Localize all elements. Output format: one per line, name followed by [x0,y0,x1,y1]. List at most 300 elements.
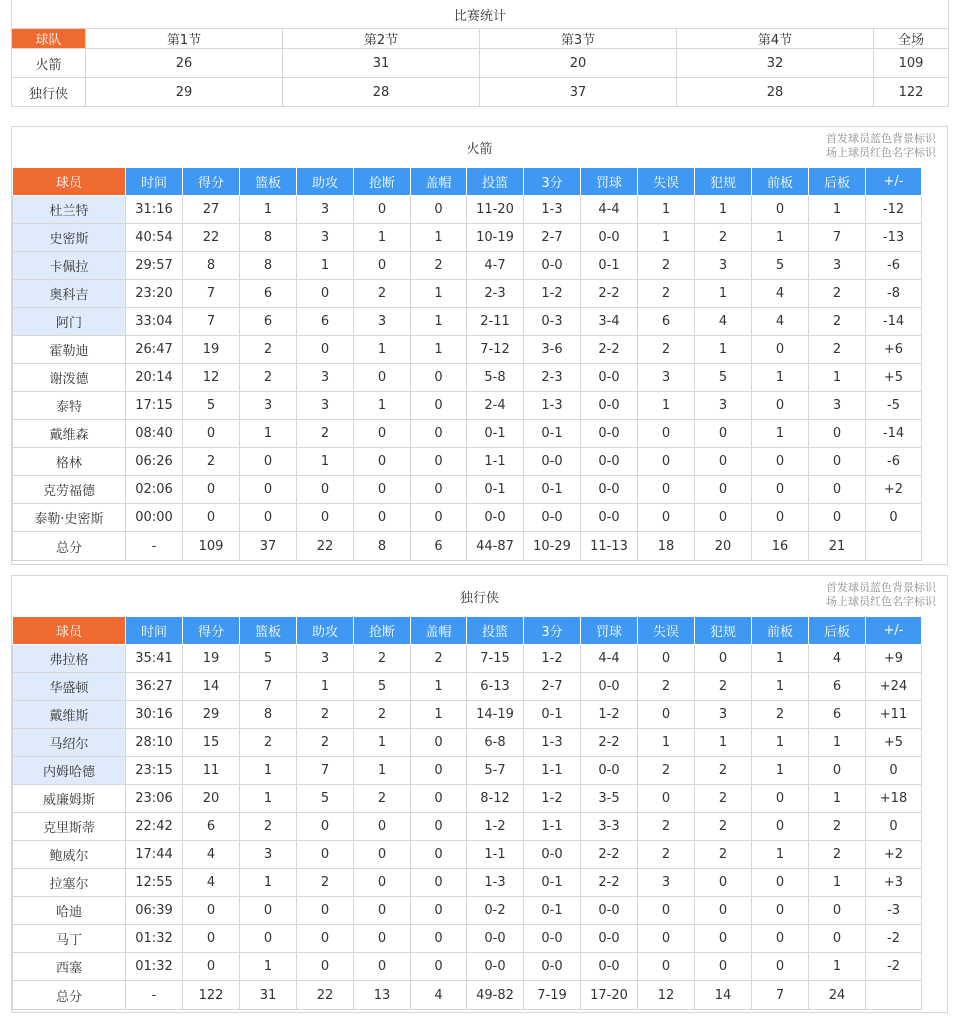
stat-fouls: 1 [695,729,752,757]
stat-points: 14 [183,673,240,701]
stat-ft: 0-0 [581,757,638,785]
stat-three: 2-3 [524,364,581,392]
stat-three: 0-1 [524,420,581,448]
stat-ft: 0-0 [581,504,638,532]
stat-rebounds: 8 [240,224,297,252]
stat-dreb: 2 [809,813,866,841]
stat-fouls: 3 [695,252,752,280]
stat-blocks: 2 [411,645,467,673]
stat-three: 1-3 [524,729,581,757]
stat-steals: 2 [354,785,411,813]
header-fg: 投篮 [467,168,524,196]
stat-oreb: 4 [752,280,809,308]
stat-blocks: 1 [411,336,467,364]
stat-blocks: 0 [411,196,467,224]
stat-plus-minus: -2 [866,925,922,953]
stat-steals: 1 [354,336,411,364]
stat-dreb: 1 [809,196,866,224]
stat-dreb: 4 [809,645,866,673]
stat-blocks: 0 [411,925,467,953]
stat-turnovers: 1 [638,224,695,252]
stat-turnovers: 0 [638,476,695,504]
summary-header-q4: 第4节 [677,29,874,49]
stat-assists: 1 [297,448,354,476]
stat-blocks: 1 [411,308,467,336]
stat-blocks: 0 [411,729,467,757]
stat-rebounds: 7 [240,673,297,701]
header-rebounds: 篮板 [240,168,297,196]
stat-blocks: 2 [411,252,467,280]
stat-plus-minus: -3 [866,897,922,925]
header-assists: 助攻 [297,617,354,645]
stat-fg: 2-3 [467,280,524,308]
total-fouls: 20 [695,532,752,561]
stat-ft: 1-2 [581,701,638,729]
player-name: 马丁 [13,925,126,953]
summary-q4-score: 32 [677,49,874,78]
stat-three: 1-1 [524,813,581,841]
stat-rebounds: 2 [240,813,297,841]
stat-steals: 0 [354,897,411,925]
total-steals: 8 [354,532,411,561]
summary-row-rockets [12,49,949,78]
stat-oreb: 1 [752,673,809,701]
stat-time: 26:47 [126,336,183,364]
stat-ft: 2-2 [581,336,638,364]
stat-dreb: 1 [809,364,866,392]
stat-dreb: 2 [809,336,866,364]
header-turnovers: 失误 [638,617,695,645]
stat-fg: 11-20 [467,196,524,224]
stat-plus-minus: +6 [866,336,922,364]
player-name: 拉塞尔 [13,869,126,897]
team-box-rockets [11,126,948,565]
player-row [13,448,922,476]
stat-oreb: 2 [752,701,809,729]
stat-assists: 0 [297,925,354,953]
total-points: 122 [183,981,240,1010]
stat-oreb: 0 [752,336,809,364]
stat-oreb: 0 [752,925,809,953]
stat-oreb: 1 [752,420,809,448]
stat-assists: 0 [297,336,354,364]
total-three: 7-19 [524,981,581,1010]
stat-plus-minus: +3 [866,869,922,897]
stat-points: 0 [183,504,240,532]
total-ft: 11-13 [581,532,638,561]
stat-turnovers: 2 [638,280,695,308]
stat-rebounds: 3 [240,841,297,869]
stat-ft: 3-4 [581,308,638,336]
stat-fouls: 0 [695,420,752,448]
header-ft: 罚球 [581,617,638,645]
stat-rebounds: 8 [240,701,297,729]
team-box-mavericks [11,575,948,1013]
stat-ft: 0-0 [581,420,638,448]
stat-assists: 0 [297,841,354,869]
stat-time: 02:06 [126,476,183,504]
stat-steals: 1 [354,224,411,252]
summary-total-score: 109 [874,49,949,78]
stat-turnovers: 0 [638,785,695,813]
stat-assists: 5 [297,785,354,813]
stat-three: 1-3 [524,392,581,420]
stat-time: 00:00 [126,504,183,532]
stat-fouls: 0 [695,925,752,953]
header-player: 球员 [13,617,126,645]
stat-fg: 4-7 [467,252,524,280]
stat-fouls: 3 [695,392,752,420]
stats-header-row [13,168,922,196]
box-header [12,576,947,616]
stat-fouls: 0 [695,869,752,897]
summary-team-name: 火箭 [12,49,86,78]
player-row [13,308,922,336]
header-fouls: 犯规 [695,617,752,645]
stat-oreb: 0 [752,392,809,420]
stat-blocks: 1 [411,280,467,308]
stat-assists: 3 [297,196,354,224]
summary-q3-score: 37 [480,78,677,107]
header-fg: 投篮 [467,617,524,645]
header-points: 得分 [183,617,240,645]
stat-three: 0-1 [524,701,581,729]
stat-time: 08:40 [126,420,183,448]
total-time: - [126,981,183,1010]
stat-assists: 3 [297,645,354,673]
player-name: 戴维斯 [13,701,126,729]
stat-three: 3-6 [524,336,581,364]
stat-steals: 1 [354,392,411,420]
player-row [13,224,922,252]
stat-steals: 2 [354,280,411,308]
stat-blocks: 0 [411,504,467,532]
stat-turnovers: 2 [638,813,695,841]
total-fg: 44-87 [467,532,524,561]
stat-ft: 0-0 [581,364,638,392]
stat-turnovers: 2 [638,841,695,869]
player-name: 格林 [13,448,126,476]
summary-total-score: 122 [874,78,949,107]
stat-blocks: 0 [411,841,467,869]
header-fouls: 犯规 [695,168,752,196]
stat-assists: 0 [297,897,354,925]
player-name: 泰特 [13,392,126,420]
total-oreb: 7 [752,981,809,1010]
stat-dreb: 0 [809,504,866,532]
stat-fouls: 1 [695,336,752,364]
stat-plus-minus: +5 [866,729,922,757]
stat-time: 23:20 [126,280,183,308]
header-plus-minus: +/- [866,617,922,645]
stat-rebounds: 0 [240,448,297,476]
stat-time: 35:41 [126,645,183,673]
stat-time: 33:04 [126,308,183,336]
player-name: 威廉姆斯 [13,785,126,813]
player-row [13,953,922,981]
stat-assists: 3 [297,224,354,252]
header-time: 时间 [126,168,183,196]
header-steals: 抢断 [354,617,411,645]
player-name: 哈迪 [13,897,126,925]
player-row [13,925,922,953]
stat-blocks: 0 [411,476,467,504]
stat-fg: 0-0 [467,925,524,953]
stat-rebounds: 6 [240,280,297,308]
stat-fouls: 0 [695,953,752,981]
player-row [13,476,922,504]
stat-time: 40:54 [126,224,183,252]
stat-ft: 0-0 [581,392,638,420]
stat-blocks: 0 [411,869,467,897]
stat-dreb: 0 [809,757,866,785]
stat-oreb: 0 [752,448,809,476]
stat-blocks: 0 [411,757,467,785]
stat-fg: 7-12 [467,336,524,364]
stat-rebounds: 6 [240,308,297,336]
player-name: 华盛顿 [13,673,126,701]
header-oreb: 前板 [752,168,809,196]
stat-fouls: 0 [695,448,752,476]
stat-plus-minus: -2 [866,953,922,981]
stat-plus-minus: -6 [866,252,922,280]
header-plus-minus: +/- [866,168,922,196]
stat-fouls: 1 [695,280,752,308]
stat-fg: 1-1 [467,841,524,869]
header-steals: 抢断 [354,168,411,196]
player-row [13,420,922,448]
player-name: 奥科吉 [13,280,126,308]
stat-time: 36:27 [126,673,183,701]
player-name: 克劳福德 [13,476,126,504]
summary-header-row [12,29,949,49]
total-rebounds: 37 [240,532,297,561]
stat-oreb: 0 [752,869,809,897]
stat-ft: 0-1 [581,252,638,280]
summary-row-mavericks [12,78,949,107]
stat-fouls: 5 [695,364,752,392]
team-title: 火箭 [466,142,493,157]
player-row [13,841,922,869]
legend-note [826,132,936,160]
legend-note [826,581,936,609]
stat-blocks: 0 [411,813,467,841]
summary-header-q2: 第2节 [283,29,480,49]
game-summary-table [11,0,949,107]
stat-time: 01:32 [126,953,183,981]
stat-plus-minus: +2 [866,841,922,869]
stat-steals: 2 [354,645,411,673]
stat-ft: 0-0 [581,953,638,981]
header-assists: 助攻 [297,168,354,196]
stat-points: 12 [183,364,240,392]
stat-blocks: 0 [411,364,467,392]
stat-turnovers: 1 [638,196,695,224]
stat-dreb: 6 [809,673,866,701]
stat-blocks: 1 [411,224,467,252]
stat-three: 2-7 [524,224,581,252]
stat-oreb: 4 [752,308,809,336]
stat-turnovers: 2 [638,673,695,701]
stat-turnovers: 0 [638,448,695,476]
stat-dreb: 3 [809,252,866,280]
total-blocks: 6 [411,532,467,561]
stat-fg: 1-2 [467,813,524,841]
stat-ft: 2-2 [581,280,638,308]
player-name: 弗拉格 [13,645,126,673]
summary-q1-score: 26 [86,49,283,78]
stat-three: 0-0 [524,925,581,953]
stat-points: 27 [183,196,240,224]
stat-steals: 0 [354,504,411,532]
total-label: 总分 [13,981,126,1010]
total-dreb: 24 [809,981,866,1010]
summary-header-q1: 第1节 [86,29,283,49]
stat-three: 0-1 [524,869,581,897]
stat-blocks: 0 [411,785,467,813]
stat-oreb: 5 [752,252,809,280]
stat-fouls: 2 [695,813,752,841]
stat-ft: 0-0 [581,476,638,504]
stat-dreb: 0 [809,476,866,504]
stat-plus-minus: 0 [866,813,922,841]
summary-q3-score: 20 [480,49,677,78]
stat-rebounds: 2 [240,729,297,757]
stat-assists: 2 [297,869,354,897]
stat-rebounds: 0 [240,476,297,504]
stat-turnovers: 2 [638,336,695,364]
stat-points: 0 [183,925,240,953]
player-row [13,729,922,757]
total-assists: 22 [297,532,354,561]
stat-plus-minus: 0 [866,757,922,785]
total-assists: 22 [297,981,354,1010]
stat-three: 0-0 [524,504,581,532]
total-ft: 17-20 [581,981,638,1010]
stat-fg: 1-1 [467,448,524,476]
stat-points: 0 [183,953,240,981]
stat-ft: 2-2 [581,841,638,869]
stat-steals: 0 [354,448,411,476]
header-dreb: 后板 [809,617,866,645]
summary-q2-score: 28 [283,78,480,107]
stat-fouls: 1 [695,196,752,224]
stat-plus-minus: -12 [866,196,922,224]
stat-rebounds: 5 [240,645,297,673]
stat-fouls: 2 [695,841,752,869]
stat-steals: 0 [354,476,411,504]
stat-steals: 0 [354,841,411,869]
total-steals: 13 [354,981,411,1010]
stat-rebounds: 1 [240,196,297,224]
stat-fg: 0-0 [467,953,524,981]
stat-fg: 2-4 [467,392,524,420]
header-three: 3分 [524,168,581,196]
stat-three: 1-2 [524,645,581,673]
player-row [13,813,922,841]
stat-ft: 4-4 [581,645,638,673]
stat-turnovers: 0 [638,925,695,953]
stat-dreb: 0 [809,448,866,476]
stat-blocks: 0 [411,392,467,420]
stat-turnovers: 3 [638,869,695,897]
stat-dreb: 2 [809,308,866,336]
stat-oreb: 1 [752,729,809,757]
stat-points: 19 [183,336,240,364]
player-row [13,645,922,673]
stat-points: 7 [183,280,240,308]
stat-dreb: 0 [809,897,866,925]
stat-three: 0-3 [524,308,581,336]
stat-rebounds: 1 [240,785,297,813]
stat-steals: 1 [354,729,411,757]
stat-assists: 3 [297,392,354,420]
stat-dreb: 6 [809,701,866,729]
stat-time: 23:15 [126,757,183,785]
stat-time: 17:15 [126,392,183,420]
legend-oncourt-note: 场上球员红色名字标识 [826,146,936,159]
stat-three: 1-2 [524,785,581,813]
legend-starter-note: 首发球员蓝色背景标识 [826,581,936,594]
stat-ft: 0-0 [581,897,638,925]
total-label: 总分 [13,532,126,561]
stat-fg: 0-1 [467,476,524,504]
stat-rebounds: 3 [240,392,297,420]
total-rebounds: 31 [240,981,297,1010]
stat-time: 23:06 [126,785,183,813]
stat-blocks: 0 [411,420,467,448]
player-name: 马绍尔 [13,729,126,757]
stat-turnovers: 0 [638,504,695,532]
header-time: 时间 [126,617,183,645]
stat-oreb: 0 [752,476,809,504]
stat-dreb: 1 [809,785,866,813]
stat-plus-minus: -14 [866,308,922,336]
stat-oreb: 1 [752,841,809,869]
stat-rebounds: 1 [240,757,297,785]
stat-assists: 1 [297,673,354,701]
player-name: 谢泼德 [13,364,126,392]
stat-oreb: 0 [752,196,809,224]
stat-steals: 5 [354,673,411,701]
player-name: 克里斯蒂 [13,813,126,841]
stats-header-row [13,617,922,645]
player-row [13,701,922,729]
summary-q1-score: 29 [86,78,283,107]
total-turnovers: 12 [638,981,695,1010]
stat-plus-minus: +24 [866,673,922,701]
total-dreb: 21 [809,532,866,561]
stat-ft: 4-4 [581,196,638,224]
stat-dreb: 2 [809,841,866,869]
stat-steals: 0 [354,196,411,224]
stat-three: 1-2 [524,280,581,308]
stat-plus-minus: +2 [866,476,922,504]
stat-assists: 7 [297,757,354,785]
stat-plus-minus: +5 [866,364,922,392]
stat-points: 11 [183,757,240,785]
stat-steals: 0 [354,869,411,897]
stat-ft: 0-0 [581,925,638,953]
total-plus-minus [866,981,922,1010]
legend-starter-note: 首发球员蓝色背景标识 [826,132,936,145]
total-time: - [126,532,183,561]
stat-dreb: 0 [809,420,866,448]
team-title: 独行侠 [459,591,499,606]
stat-rebounds: 2 [240,336,297,364]
stat-plus-minus: +11 [866,701,922,729]
header-oreb: 前板 [752,617,809,645]
